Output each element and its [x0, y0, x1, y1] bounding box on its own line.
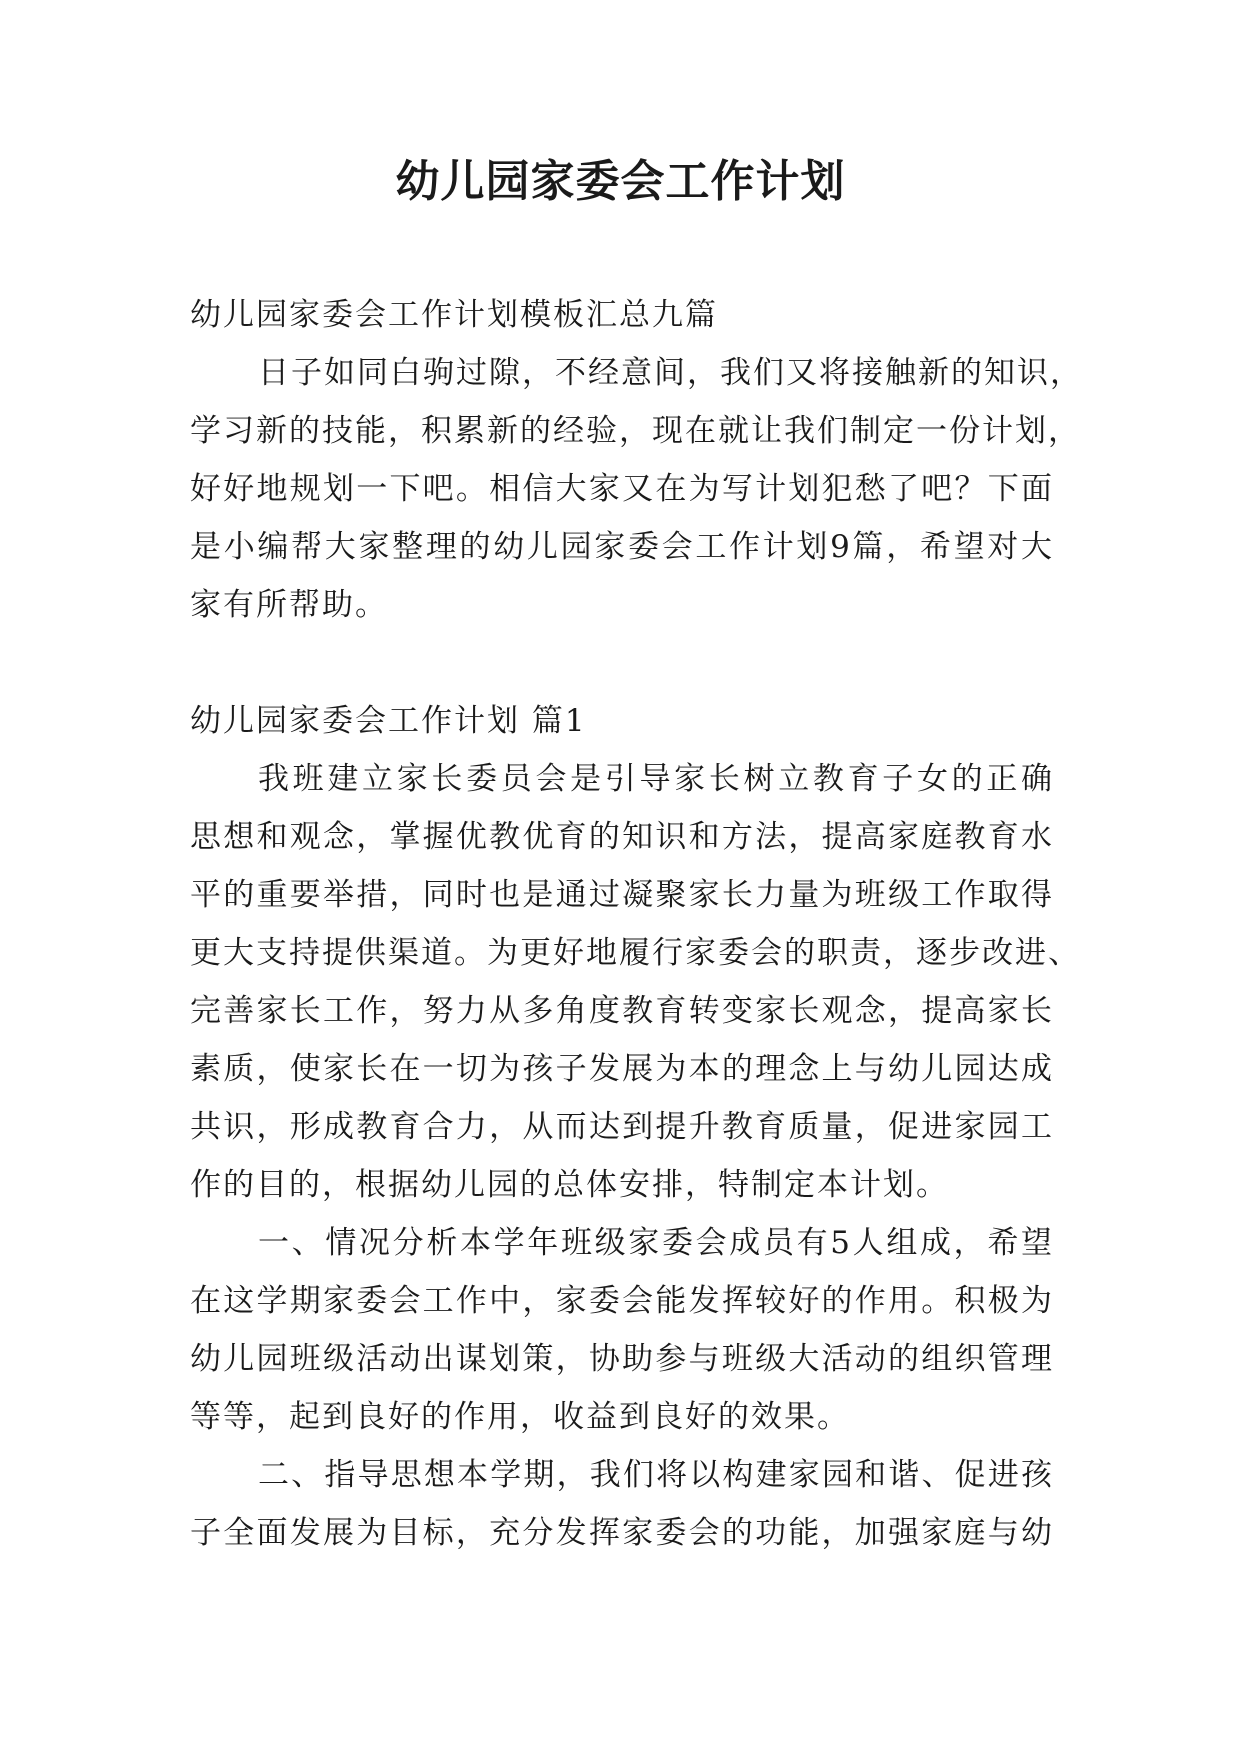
- intro-line: 日子如同白驹过隙，不经意间，我们又将接触新的知识，: [258, 355, 1083, 391]
- paragraph-line: 共识，形成教育合力，从而达到提升教育质量，促进家园工: [190, 1109, 1054, 1145]
- intro-line: 好好地规划一下吧。相信大家又在为写计划犯愁了吧？下面: [190, 471, 1054, 507]
- document-subtitle: 幼儿园家委会工作计划模板汇总九篇: [190, 297, 718, 333]
- intro-line: 是小编帮大家整理的幼儿园家委会工作计划9篇，希望对大: [190, 529, 1054, 565]
- paragraph-gap: [190, 634, 1054, 692]
- paragraph-line: 在这学期家委会工作中，家委会能发挥较好的作用。积极为: [190, 1283, 1054, 1319]
- paragraph-line: 我班建立家长委员会是引导家长树立教育子女的正确: [258, 761, 1054, 797]
- paragraph-line: 等等，起到良好的作用，收益到良好的效果。: [190, 1399, 850, 1435]
- paragraph-line: 作的目的，根据幼儿园的总体安排，特制定本计划。: [190, 1167, 949, 1203]
- paragraph-line: 平的重要举措，同时也是通过凝聚家长力量为班级工作取得: [190, 877, 1054, 913]
- intro-line: 家有所帮助。: [190, 587, 388, 623]
- document-title: 幼儿园家委会工作计划: [395, 156, 846, 207]
- paragraph-line: 幼儿园班级活动出谋划策，协助参与班级大活动的组织管理: [190, 1341, 1054, 1377]
- paragraph-line: 二、指导思想本学期，我们将以构建家园和谐、促进孩: [258, 1457, 1054, 1493]
- document-body: [190, 286, 1083, 1562]
- paragraph-line: 思想和观念，掌握优教优育的知识和方法，提高家庭教育水: [190, 819, 1054, 855]
- paragraph-line: 更大支持提供渠道。为更好地履行家委会的职责，逐步改进、: [190, 935, 1081, 971]
- paragraph-line: 素质，使家长在一切为孩子发展为本的理念上与幼儿园达成: [190, 1051, 1054, 1087]
- paragraph-line: 一、情况分析本学年班级家委会成员有5人组成，希望: [258, 1225, 1054, 1261]
- section-heading: 幼儿园家委会工作计划 篇1: [190, 703, 587, 739]
- intro-line: 学习新的技能，积累新的经验，现在就让我们制定一份计划，: [190, 413, 1081, 449]
- paragraph-line: 完善家长工作，努力从多角度教育转变家长观念，提高家长: [190, 993, 1054, 1029]
- paragraph-line: 子全面发展为目标，充分发挥家委会的功能，加强家庭与幼: [190, 1515, 1054, 1551]
